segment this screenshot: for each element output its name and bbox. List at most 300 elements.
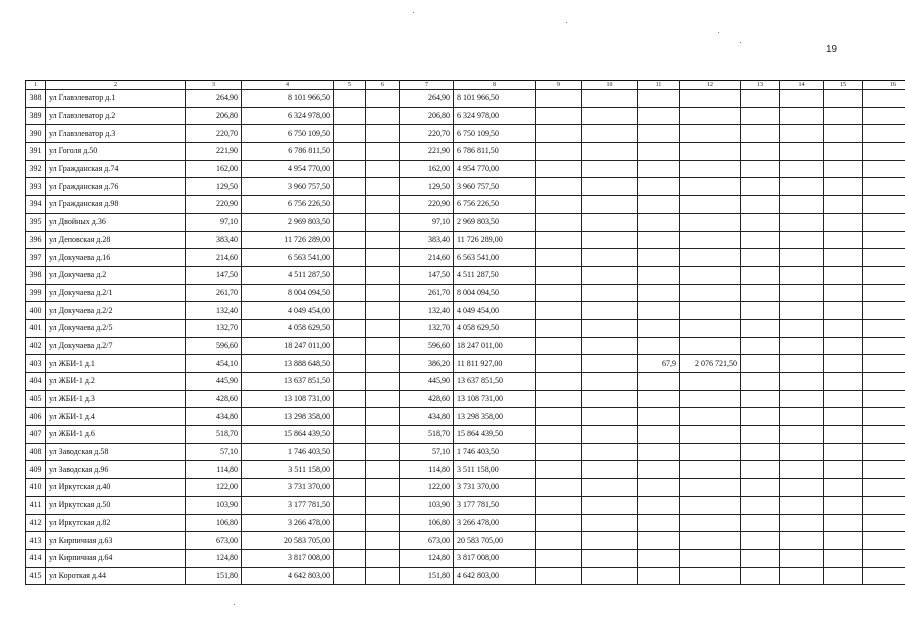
cell-address: ул Докучаева д.2/2 <box>46 302 186 320</box>
cell-col-10 <box>582 231 638 249</box>
cell-row-number: 415 <box>26 567 46 585</box>
cell-area-11 <box>638 496 680 514</box>
cell-amount: 4 511 287,50 <box>242 266 334 284</box>
cell-address: ул Заводская д.96 <box>46 461 186 479</box>
cell-col-10 <box>582 107 638 125</box>
cell-area: 129,50 <box>186 178 242 196</box>
cell-col-5 <box>334 319 366 337</box>
cell-col-5 <box>334 373 366 391</box>
cell-col-16 <box>863 213 905 231</box>
cell-amount-12 <box>680 213 741 231</box>
table-row <box>26 213 905 231</box>
cell-area-11 <box>638 532 680 550</box>
table-row <box>26 160 905 178</box>
cell-col-10 <box>582 302 638 320</box>
cell-col-9 <box>536 90 582 108</box>
cell-col-5 <box>334 143 366 161</box>
cell-col-5 <box>334 107 366 125</box>
table-row <box>26 426 905 444</box>
cell-area: 428,60 <box>186 390 242 408</box>
cell-col-16 <box>863 549 905 567</box>
cell-col-16 <box>863 532 905 550</box>
cell-amount: 6 324 978,00 <box>242 107 334 125</box>
cell-col-15 <box>824 196 863 214</box>
cell-col-6 <box>366 443 400 461</box>
cell-col-14 <box>780 107 824 125</box>
cell-amount-12 <box>680 249 741 267</box>
cell-col-14 <box>780 514 824 532</box>
cell-col-15 <box>824 390 863 408</box>
cell-col-10 <box>582 266 638 284</box>
cell-col-10 <box>582 549 638 567</box>
cell-col-5 <box>334 266 366 284</box>
cell-col-6 <box>366 284 400 302</box>
cell-amount-8: 8 101 966,50 <box>454 90 536 108</box>
cell-col-6 <box>366 355 400 373</box>
cell-amount-8: 15 864 439,50 <box>454 426 536 444</box>
table-row <box>26 125 905 143</box>
cell-col-10 <box>582 143 638 161</box>
cell-row-number: 388 <box>26 90 46 108</box>
cell-area: 221,90 <box>186 143 242 161</box>
cell-area-11 <box>638 178 680 196</box>
cell-col-6 <box>366 302 400 320</box>
cell-col-5 <box>334 178 366 196</box>
cell-row-number: 410 <box>26 479 46 497</box>
cell-address: ул Гражданская д.76 <box>46 178 186 196</box>
cell-address: ул Главэлеватор д.2 <box>46 107 186 125</box>
cell-col-15 <box>824 143 863 161</box>
cell-col-13 <box>741 213 780 231</box>
cell-col-15 <box>824 178 863 196</box>
cell-address: ул Докучаева д.2/5 <box>46 319 186 337</box>
table-row <box>26 249 905 267</box>
cell-amount-8: 4 049 454,00 <box>454 302 536 320</box>
cell-area: 220,70 <box>186 125 242 143</box>
cell-area-11 <box>638 549 680 567</box>
cell-area-11 <box>638 143 680 161</box>
cell-col-14 <box>780 461 824 479</box>
cell-area-7: 673,00 <box>400 532 454 550</box>
scan-speck <box>718 32 719 33</box>
column-header-9: 9 <box>536 81 582 90</box>
cell-col-10 <box>582 461 638 479</box>
cell-area-7: 386,20 <box>400 355 454 373</box>
cell-amount: 4 642 803,00 <box>242 567 334 585</box>
cell-area-7: 221,90 <box>400 143 454 161</box>
cell-col-14 <box>780 373 824 391</box>
cell-amount-12 <box>680 443 741 461</box>
cell-col-6 <box>366 461 400 479</box>
cell-col-13 <box>741 196 780 214</box>
cell-area: 673,00 <box>186 532 242 550</box>
cell-amount-8: 2 969 803,50 <box>454 213 536 231</box>
cell-amount-12 <box>680 107 741 125</box>
cell-amount-8: 4 511 287,50 <box>454 266 536 284</box>
cell-address: ул Докучаева д.2/1 <box>46 284 186 302</box>
cell-area-11 <box>638 196 680 214</box>
cell-area: 261,70 <box>186 284 242 302</box>
cell-amount-8: 6 750 109,50 <box>454 125 536 143</box>
cell-col-14 <box>780 284 824 302</box>
cell-col-5 <box>334 355 366 373</box>
cell-col-13 <box>741 337 780 355</box>
cell-col-15 <box>824 532 863 550</box>
cell-col-9 <box>536 390 582 408</box>
table-row <box>26 496 905 514</box>
cell-col-5 <box>334 549 366 567</box>
cell-amount: 3 266 478,00 <box>242 514 334 532</box>
cell-col-10 <box>582 284 638 302</box>
cell-col-13 <box>741 249 780 267</box>
cell-area-11 <box>638 461 680 479</box>
cell-col-5 <box>334 514 366 532</box>
column-header-15: 15 <box>824 81 863 90</box>
cell-col-14 <box>780 302 824 320</box>
cell-amount-8: 11 811 927,00 <box>454 355 536 373</box>
cell-area-7: 132,40 <box>400 302 454 320</box>
cell-amount-8: 3 731 370,00 <box>454 479 536 497</box>
cell-amount-12 <box>680 496 741 514</box>
cell-amount-12 <box>680 302 741 320</box>
table-row <box>26 390 905 408</box>
cell-address: ул ЖБИ-1 д.4 <box>46 408 186 426</box>
cell-address: ул ЖБИ-1 д.1 <box>46 355 186 373</box>
cell-row-number: 400 <box>26 302 46 320</box>
cell-col-16 <box>863 479 905 497</box>
cell-address: ул Иркутская д.50 <box>46 496 186 514</box>
column-header-4: 4 <box>242 81 334 90</box>
cell-col-5 <box>334 408 366 426</box>
cell-col-14 <box>780 479 824 497</box>
cell-col-5 <box>334 231 366 249</box>
cell-col-6 <box>366 90 400 108</box>
cell-area: 220,90 <box>186 196 242 214</box>
cell-col-14 <box>780 231 824 249</box>
cell-area-11 <box>638 231 680 249</box>
cell-col-16 <box>863 390 905 408</box>
cell-area: 124,80 <box>186 549 242 567</box>
scan-speck <box>740 42 741 43</box>
cell-address: ул Короткая д.44 <box>46 567 186 585</box>
cell-col-15 <box>824 496 863 514</box>
cell-amount-8: 6 324 978,00 <box>454 107 536 125</box>
page-number: 19 <box>826 44 838 55</box>
cell-amount-12 <box>680 567 741 585</box>
cell-col-14 <box>780 178 824 196</box>
cell-col-13 <box>741 461 780 479</box>
cell-col-13 <box>741 266 780 284</box>
cell-col-10 <box>582 213 638 231</box>
cell-col-16 <box>863 426 905 444</box>
cell-col-13 <box>741 143 780 161</box>
cell-amount: 6 563 541,00 <box>242 249 334 267</box>
cell-address: ул Гражданская д.74 <box>46 160 186 178</box>
cell-amount-12 <box>680 461 741 479</box>
cell-col-10 <box>582 125 638 143</box>
scan-speck <box>566 22 567 23</box>
cell-col-14 <box>780 90 824 108</box>
cell-col-13 <box>741 408 780 426</box>
cell-col-15 <box>824 249 863 267</box>
cell-amount-8: 4 642 803,00 <box>454 567 536 585</box>
cell-area: 206,80 <box>186 107 242 125</box>
cell-col-5 <box>334 426 366 444</box>
cell-area-7: 428,60 <box>400 390 454 408</box>
table-row <box>26 90 905 108</box>
column-header-3: 3 <box>186 81 242 90</box>
cell-amount: 4 954 770,00 <box>242 160 334 178</box>
cell-col-15 <box>824 319 863 337</box>
column-number-header-row <box>26 81 905 90</box>
cell-col-15 <box>824 302 863 320</box>
cell-amount-12 <box>680 408 741 426</box>
cell-col-5 <box>334 567 366 585</box>
cell-col-9 <box>536 125 582 143</box>
cell-area: 132,40 <box>186 302 242 320</box>
cell-amount-12 <box>680 319 741 337</box>
cell-col-9 <box>536 319 582 337</box>
column-header-6: 6 <box>366 81 400 90</box>
cell-amount-12 <box>680 426 741 444</box>
cell-col-10 <box>582 196 638 214</box>
cell-col-16 <box>863 249 905 267</box>
cell-col-14 <box>780 319 824 337</box>
cell-col-15 <box>824 479 863 497</box>
column-header-13: 13 <box>741 81 780 90</box>
cell-amount-8: 6 563 541,00 <box>454 249 536 267</box>
cell-col-16 <box>863 514 905 532</box>
cell-amount-8: 8 004 094,50 <box>454 284 536 302</box>
cell-col-5 <box>334 337 366 355</box>
cell-area: 151,80 <box>186 567 242 585</box>
cell-area-7: 220,70 <box>400 125 454 143</box>
cell-area-11 <box>638 373 680 391</box>
cell-row-number: 411 <box>26 496 46 514</box>
cell-area-7: 206,80 <box>400 107 454 125</box>
cell-amount-8: 3 177 781,50 <box>454 496 536 514</box>
cell-col-9 <box>536 107 582 125</box>
cell-col-14 <box>780 196 824 214</box>
cell-col-15 <box>824 107 863 125</box>
cell-col-14 <box>780 567 824 585</box>
cell-col-15 <box>824 160 863 178</box>
table-row <box>26 532 905 550</box>
cell-area-7: 518,70 <box>400 426 454 444</box>
cell-col-9 <box>536 443 582 461</box>
cell-col-6 <box>366 549 400 567</box>
cell-col-13 <box>741 125 780 143</box>
cell-col-16 <box>863 461 905 479</box>
cell-col-14 <box>780 390 824 408</box>
cell-row-number: 403 <box>26 355 46 373</box>
cell-area: 122,00 <box>186 479 242 497</box>
table-row <box>26 567 905 585</box>
table-row <box>26 143 905 161</box>
cell-col-16 <box>863 266 905 284</box>
cell-col-15 <box>824 567 863 585</box>
cell-col-15 <box>824 266 863 284</box>
table-row <box>26 178 905 196</box>
cell-col-16 <box>863 178 905 196</box>
cell-col-5 <box>334 461 366 479</box>
cell-area: 97,10 <box>186 213 242 231</box>
table-row <box>26 266 905 284</box>
cell-col-13 <box>741 514 780 532</box>
cell-col-15 <box>824 514 863 532</box>
cell-col-14 <box>780 549 824 567</box>
cell-amount: 3 817 008,00 <box>242 549 334 567</box>
cell-col-14 <box>780 249 824 267</box>
cell-area: 518,70 <box>186 426 242 444</box>
cell-col-9 <box>536 143 582 161</box>
cell-amount: 3 960 757,50 <box>242 178 334 196</box>
column-header-8: 8 <box>454 81 536 90</box>
cell-area-11 <box>638 249 680 267</box>
cell-col-15 <box>824 408 863 426</box>
cell-row-number: 407 <box>26 426 46 444</box>
cell-area-11 <box>638 337 680 355</box>
cell-col-13 <box>741 390 780 408</box>
cell-col-16 <box>863 319 905 337</box>
cell-area: 147,50 <box>186 266 242 284</box>
cell-col-6 <box>366 408 400 426</box>
column-header-12: 12 <box>680 81 741 90</box>
cell-address: ул Докучаева д.2 <box>46 266 186 284</box>
column-header-10: 10 <box>582 81 638 90</box>
cell-col-6 <box>366 337 400 355</box>
cell-amount: 15 864 439,50 <box>242 426 334 444</box>
cell-area-7: 162,00 <box>400 160 454 178</box>
cell-col-13 <box>741 160 780 178</box>
cell-col-5 <box>334 249 366 267</box>
cell-col-10 <box>582 532 638 550</box>
cell-area: 264,90 <box>186 90 242 108</box>
cell-col-5 <box>334 302 366 320</box>
cell-area-7: 106,80 <box>400 514 454 532</box>
cell-col-16 <box>863 125 905 143</box>
cell-amount: 6 786 811,50 <box>242 143 334 161</box>
cell-col-6 <box>366 107 400 125</box>
cell-address: ул Заводская д.58 <box>46 443 186 461</box>
cell-row-number: 409 <box>26 461 46 479</box>
cell-col-10 <box>582 479 638 497</box>
cell-col-9 <box>536 532 582 550</box>
cell-area-7: 114,80 <box>400 461 454 479</box>
cell-col-13 <box>741 90 780 108</box>
cell-amount-8: 1 746 403,50 <box>454 443 536 461</box>
cell-address: ул Докучаева д.2/7 <box>46 337 186 355</box>
cell-col-9 <box>536 337 582 355</box>
cell-col-16 <box>863 196 905 214</box>
column-header-2: 2 <box>46 81 186 90</box>
cell-address: ул ЖБИ-1 д.2 <box>46 373 186 391</box>
cell-area-7: 214,60 <box>400 249 454 267</box>
cell-col-13 <box>741 479 780 497</box>
scan-speck <box>413 12 414 13</box>
cell-col-16 <box>863 143 905 161</box>
cell-amount: 13 298 358,00 <box>242 408 334 426</box>
cell-area-7: 97,10 <box>400 213 454 231</box>
cell-col-6 <box>366 532 400 550</box>
cell-col-9 <box>536 408 582 426</box>
cell-amount-8: 18 247 011,00 <box>454 337 536 355</box>
cell-area-7: 220,90 <box>400 196 454 214</box>
cell-area-11 <box>638 302 680 320</box>
cell-area: 57,10 <box>186 443 242 461</box>
cell-col-10 <box>582 390 638 408</box>
cell-address: ул ЖБИ-1 д.6 <box>46 426 186 444</box>
cell-area: 434,80 <box>186 408 242 426</box>
cell-col-13 <box>741 443 780 461</box>
cell-row-number: 391 <box>26 143 46 161</box>
cell-col-6 <box>366 266 400 284</box>
cell-address: ул Деповская д.28 <box>46 231 186 249</box>
cell-area-7: 261,70 <box>400 284 454 302</box>
cell-col-16 <box>863 496 905 514</box>
table-body <box>26 90 905 585</box>
cell-amount-12: 2 076 721,50 <box>680 355 741 373</box>
cell-col-10 <box>582 567 638 585</box>
cell-amount-8: 6 786 811,50 <box>454 143 536 161</box>
cell-amount: 20 583 705,00 <box>242 532 334 550</box>
housing-register-table <box>25 80 905 585</box>
table-row <box>26 549 905 567</box>
cell-col-6 <box>366 196 400 214</box>
table-row <box>26 479 905 497</box>
cell-row-number: 389 <box>26 107 46 125</box>
cell-area: 454,10 <box>186 355 242 373</box>
cell-amount-12 <box>680 549 741 567</box>
cell-col-5 <box>334 160 366 178</box>
cell-col-10 <box>582 496 638 514</box>
cell-col-6 <box>366 143 400 161</box>
cell-col-5 <box>334 196 366 214</box>
cell-amount-8: 3 266 478,00 <box>454 514 536 532</box>
cell-address: ул Докучаева д.16 <box>46 249 186 267</box>
cell-area: 106,80 <box>186 514 242 532</box>
cell-col-15 <box>824 213 863 231</box>
cell-col-10 <box>582 443 638 461</box>
cell-col-13 <box>741 496 780 514</box>
table-row <box>26 443 905 461</box>
cell-area-7: 129,50 <box>400 178 454 196</box>
cell-amount-12 <box>680 231 741 249</box>
cell-col-10 <box>582 337 638 355</box>
cell-col-9 <box>536 549 582 567</box>
cell-col-15 <box>824 549 863 567</box>
cell-amount-8: 20 583 705,00 <box>454 532 536 550</box>
cell-amount-12 <box>680 196 741 214</box>
cell-col-6 <box>366 567 400 585</box>
cell-col-6 <box>366 373 400 391</box>
cell-col-16 <box>863 231 905 249</box>
cell-amount-12 <box>680 160 741 178</box>
cell-col-16 <box>863 355 905 373</box>
cell-col-6 <box>366 479 400 497</box>
cell-area: 214,60 <box>186 249 242 267</box>
cell-amount-8: 6 756 226,50 <box>454 196 536 214</box>
cell-col-5 <box>334 213 366 231</box>
table-row <box>26 231 905 249</box>
cell-amount-8: 4 058 629,50 <box>454 319 536 337</box>
cell-col-9 <box>536 479 582 497</box>
cell-amount-8: 13 298 358,00 <box>454 408 536 426</box>
cell-col-9 <box>536 567 582 585</box>
cell-amount-12 <box>680 532 741 550</box>
cell-amount: 13 108 731,00 <box>242 390 334 408</box>
cell-area-7: 151,80 <box>400 567 454 585</box>
